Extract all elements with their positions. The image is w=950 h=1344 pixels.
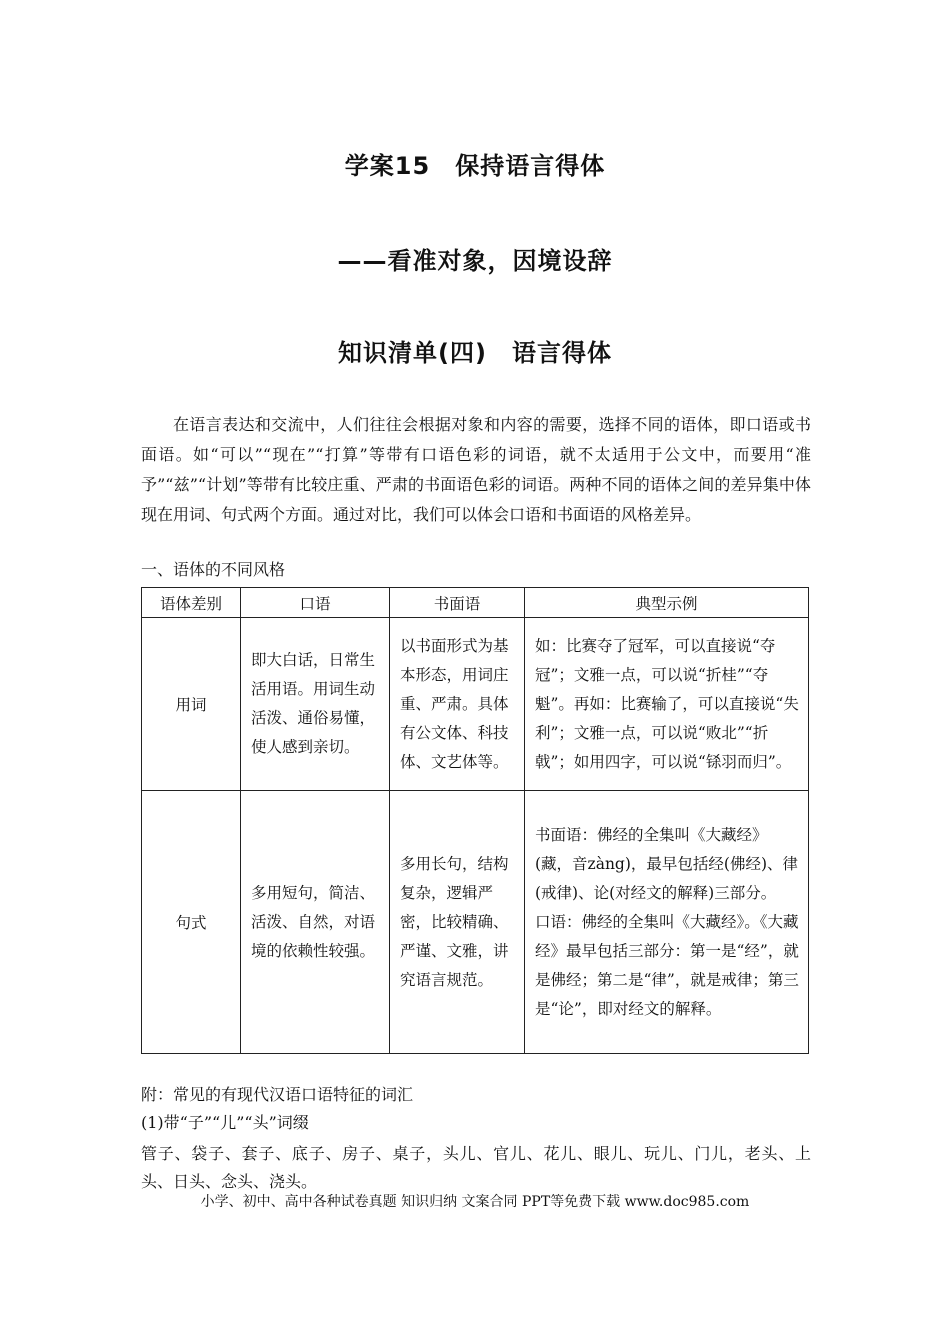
section-title: 知识清单(四) 语言得体: [338, 339, 612, 367]
table-row: [142, 791, 809, 1054]
cell-text: 口语：佛经的全集叫《大藏经》。《大藏经》最早包括三部分：第一是“经”，就是佛经；第二是“律”，就是戒律；第三是“论”，即对经文的解释。: [535, 912, 799, 1018]
written-cell: [390, 618, 525, 791]
example-cell: [525, 791, 809, 1054]
cell-text: 多用长句，结构复杂，逻辑严密，比较精确、严谨、文雅，讲究语言规范。: [400, 854, 509, 989]
word-list: 管子、袋子、套子、底子、房子、桌子，头儿、官儿、花儿、眼儿、玩儿、门儿，老头、上头、日头、念头、浇头。: [141, 1144, 811, 1191]
table-row: [142, 618, 809, 791]
intro-paragraph: 在语言表达和交流中，人们往往会根据对象和内容的需要，选择不同的语体，即口语或书面语。如“可以”“现在”“打算”等带有口语色彩的词语，就不太适用于公文中，而要用“准予”“兹”“计划”等带有比较庄重、严肃的书面语色彩的词语。两种不同的语体之间的差异集中体现在用词、句式两个方面。通过对比，我们可以体会口语和书面语的风格差异。: [141, 415, 811, 524]
row-label: 句式: [142, 791, 241, 1054]
example-cell: [525, 618, 809, 791]
row-label: 用词: [142, 618, 241, 791]
table-header: 典型示例: [525, 588, 809, 618]
page-footer: 小学、初中、高中各种试卷真题 知识归纳 文案合同 PPT等免费下载 www.doc985.com: [200, 1194, 750, 1210]
spoken-cell: [241, 791, 390, 1054]
section-heading-styles: 一、语体的不同风格: [141, 560, 286, 579]
cell-text: 即大白话，日常生活用语。用词生动活泼、通俗易懂，使人感到亲切。: [251, 651, 376, 756]
written-cell: [390, 791, 525, 1054]
cell-text: 以书面形式为基本形态，用词庄重、严肃。具体有公文体、科技体、文艺体等。: [400, 636, 509, 771]
cell-text: 书面语：佛经的全集叫《大藏经》(藏，音zàng)，最早包括经(佛经)、律(戒律)、论(对经文的解释)三部分。: [535, 825, 799, 902]
table-header-row: [142, 588, 809, 618]
table-header: 口语: [241, 588, 390, 618]
spoken-cell: [241, 618, 390, 791]
cell-text: 如：比赛夺了冠军，可以直接说“夺冠”；文雅一点，可以说“折桂”“夺魁”。再如：比赛输了，可以直接说“失利”；文雅一点，可以说“败北”“折戟”；如用四字，可以说“铩羽而归”。: [535, 636, 799, 771]
appendix-heading: 附：常见的有现代汉语口语特征的词汇: [141, 1085, 414, 1104]
subsection-heading: (1)带“子”“儿”“头”词缀: [141, 1113, 309, 1132]
register-comparison-table: [141, 587, 809, 1054]
table-header: 书面语: [390, 588, 525, 618]
page-title: 学案15 保持语言得体: [344, 152, 606, 180]
page-subtitle: ——看准对象，因境设辞: [337, 247, 613, 275]
cell-text: 多用短句，简洁、活泼、自然，对语境的依赖性较强。: [251, 883, 376, 960]
table-header: 语体差别: [142, 588, 241, 618]
